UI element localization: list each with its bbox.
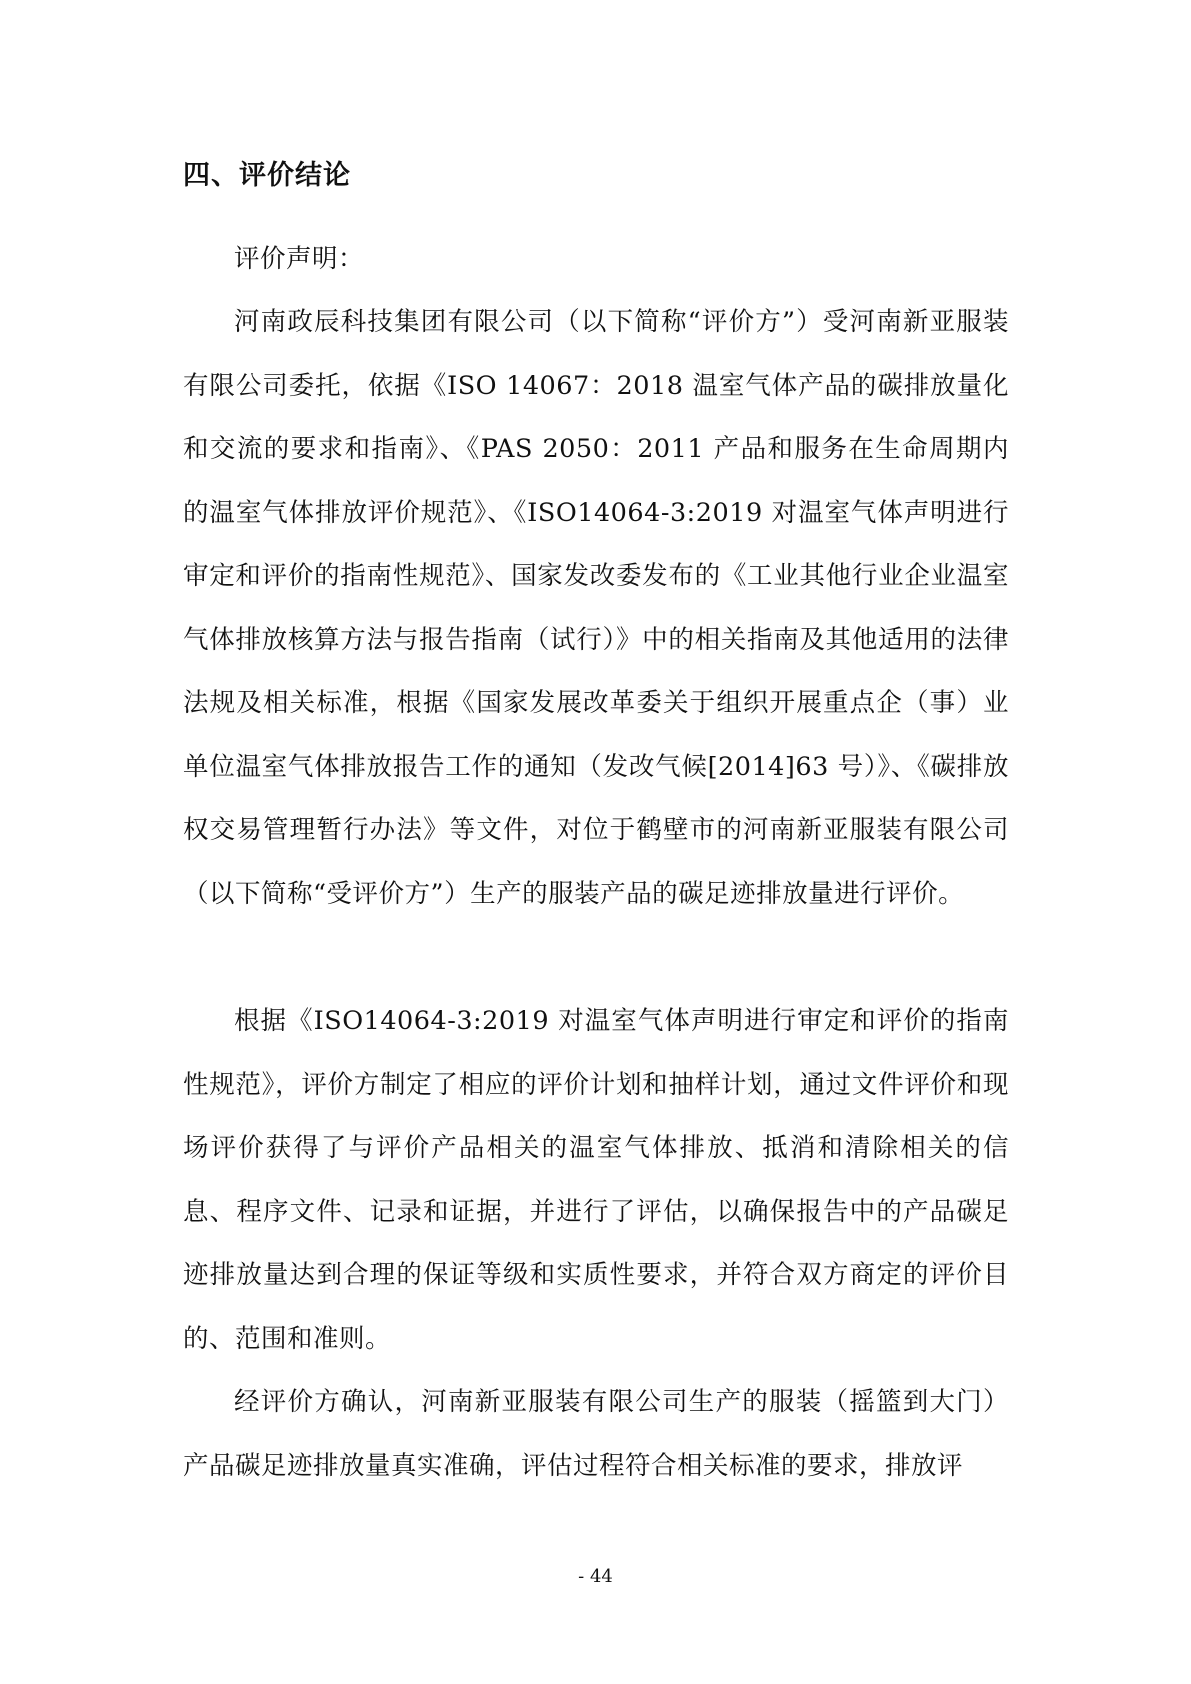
page-number: - 44	[578, 1566, 613, 1587]
statement-label: 评价声明：	[234, 244, 365, 274]
section-heading: 四、评价结论	[183, 160, 351, 191]
paragraph-evaluation-process: 根据《ISO14064-3:2019 对温室气体声明进行审定和评价的指南性规范》，评价方制定了相应的评价计划和抽样计划，通过文件评价和现场评价获得了与评价产品相关的温室气体排放、抵消和清除相关的信息、程序文件、记录和证据，并进行了评估，以确保报告中的产品碳足迹排放量达到合理的保证等级和实质性要求，并符合双方商定的评价目的、范围和准则。	[183, 1006, 1009, 1354]
paragraph-evaluation-basis: 河南政辰科技集团有限公司（以下简称“评价方”）受河南新亚服装有限公司委托，依据《ISO 14067：2018 温室气体产品的碳排放量化和交流的要求和指南》、《PAS 2050：2011 产品和服务在生命周期内的温室气体排放评价规范》、《ISO14064-3:2019 对温室气体声明进行审定和评价的指南性规范》、国家发改委发布的《工业其他行业企业温室气体排放核算方法与报告指南（试行）》中的相关指南及其他适用的法律法规及相关标准，根据《国家发展改革委关于组织开展重点企（事）业单位温室气体排放报告工作的通知（发改气候[2014]63 号）》、《碳排放权交易管理暂行办法》等文件，对位于鹤壁市的河南新亚服装有限公司（以下简称“受评价方”）生产的服装产品的碳足迹排放量进行评价。	[183, 307, 1009, 909]
paragraph-evaluation-confirmation: 经评价方确认，河南新亚服装有限公司生产的服装（摇篮到大门）产品碳足迹排放量真实准确，评估过程符合相关标准的要求，排放评	[183, 1387, 1009, 1481]
